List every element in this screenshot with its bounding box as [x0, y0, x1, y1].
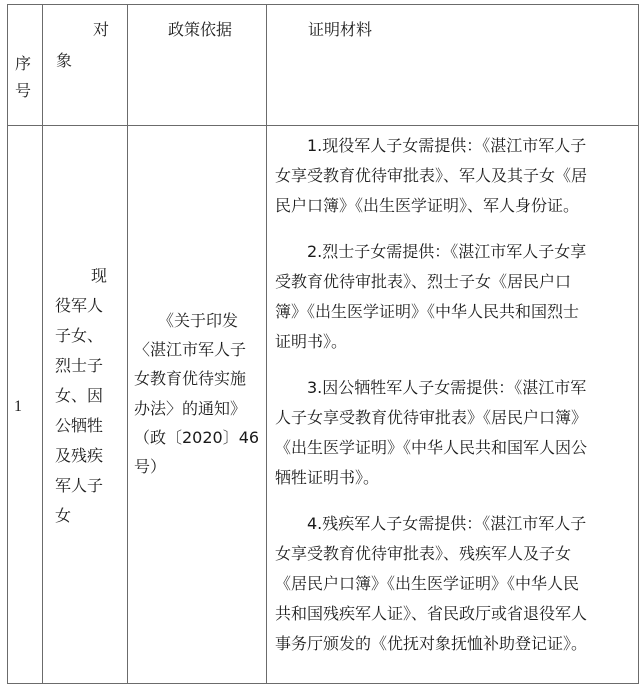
material-line: 《出生医学证明》《中华人民共和国军人因公: [275, 438, 588, 457]
table-left-border: [7, 4, 8, 684]
material-line: 事务厅颁发的《优抚对象抚恤补助登记证》。: [275, 634, 588, 653]
row-seq: 1: [14, 398, 22, 415]
material-line: 4.残疾军人子女需提供：《湛江市军人子: [307, 514, 587, 533]
material-line: 牺牲证明书》。: [275, 468, 380, 487]
target-line: 及残疾: [55, 446, 104, 465]
material-line: 女享受教育优待审批表》、军人及其子女《居: [275, 166, 588, 185]
material-line: 共和国残疾军人证》、省民政厅或省退役军人: [275, 604, 588, 623]
material-line: 受教育优待审批表》、烈士子女《居民户口: [275, 272, 572, 291]
policy-line: 号）: [134, 457, 167, 476]
table-top-border: [7, 4, 639, 5]
material-line: 女享受教育优待审批表》、残疾军人及子女: [275, 544, 572, 563]
material-line: 2.烈士子女需提供：《湛江市军人子女享: [307, 242, 587, 261]
target-line: 军人子: [55, 476, 104, 495]
material-line: 3.因公牺牲军人子女需提供：《湛江市军: [307, 378, 587, 397]
target-line: 子女、: [55, 326, 104, 345]
header-seq-char-1: 序: [15, 54, 32, 73]
header-policy: 政策依据: [168, 20, 233, 39]
policy-line: （政〔2020〕46: [134, 428, 260, 447]
material-line: 《居民户口簿》《出生医学证明》《中华人民: [275, 574, 580, 593]
target-line: 役军人: [55, 296, 104, 315]
target-line: 公牺牲: [55, 416, 104, 435]
policy-line: 《关于印发: [158, 311, 239, 330]
policy-line: 女教育优待实施: [134, 369, 247, 388]
header-bottom-border: [7, 125, 639, 126]
target-line: 现: [91, 266, 108, 285]
table-bottom-border: [7, 683, 639, 684]
header-seq-char-2: 号: [15, 81, 32, 100]
table-right-border: [638, 4, 639, 684]
col-divider-2: [127, 4, 128, 684]
col-divider-3: [266, 4, 267, 684]
material-line: 证明书》。: [275, 332, 348, 351]
material-line: 人子女享受教育优待审批表》《居民户口簿》: [275, 408, 588, 427]
header-materials: 证明材料: [308, 20, 373, 39]
material-line: 民户口簿》《出生医学证明》、军人身份证。: [275, 196, 580, 215]
policy-line: 〈湛江市军人子: [134, 340, 247, 359]
material-line: 簿》《出生医学证明》《中华人民共和国烈士: [275, 302, 580, 321]
target-line: 烈士子: [55, 356, 104, 375]
header-target-char-1: 对: [93, 20, 110, 39]
col-divider-1: [42, 4, 43, 684]
header-target-char-2: 象: [56, 51, 73, 70]
material-line: 1.现役军人子女需提供：《湛江市军人子: [307, 136, 587, 155]
target-line: 女、因: [55, 386, 104, 405]
policy-line: 办法〉的通知》: [134, 399, 247, 418]
target-line: 女: [55, 506, 72, 525]
